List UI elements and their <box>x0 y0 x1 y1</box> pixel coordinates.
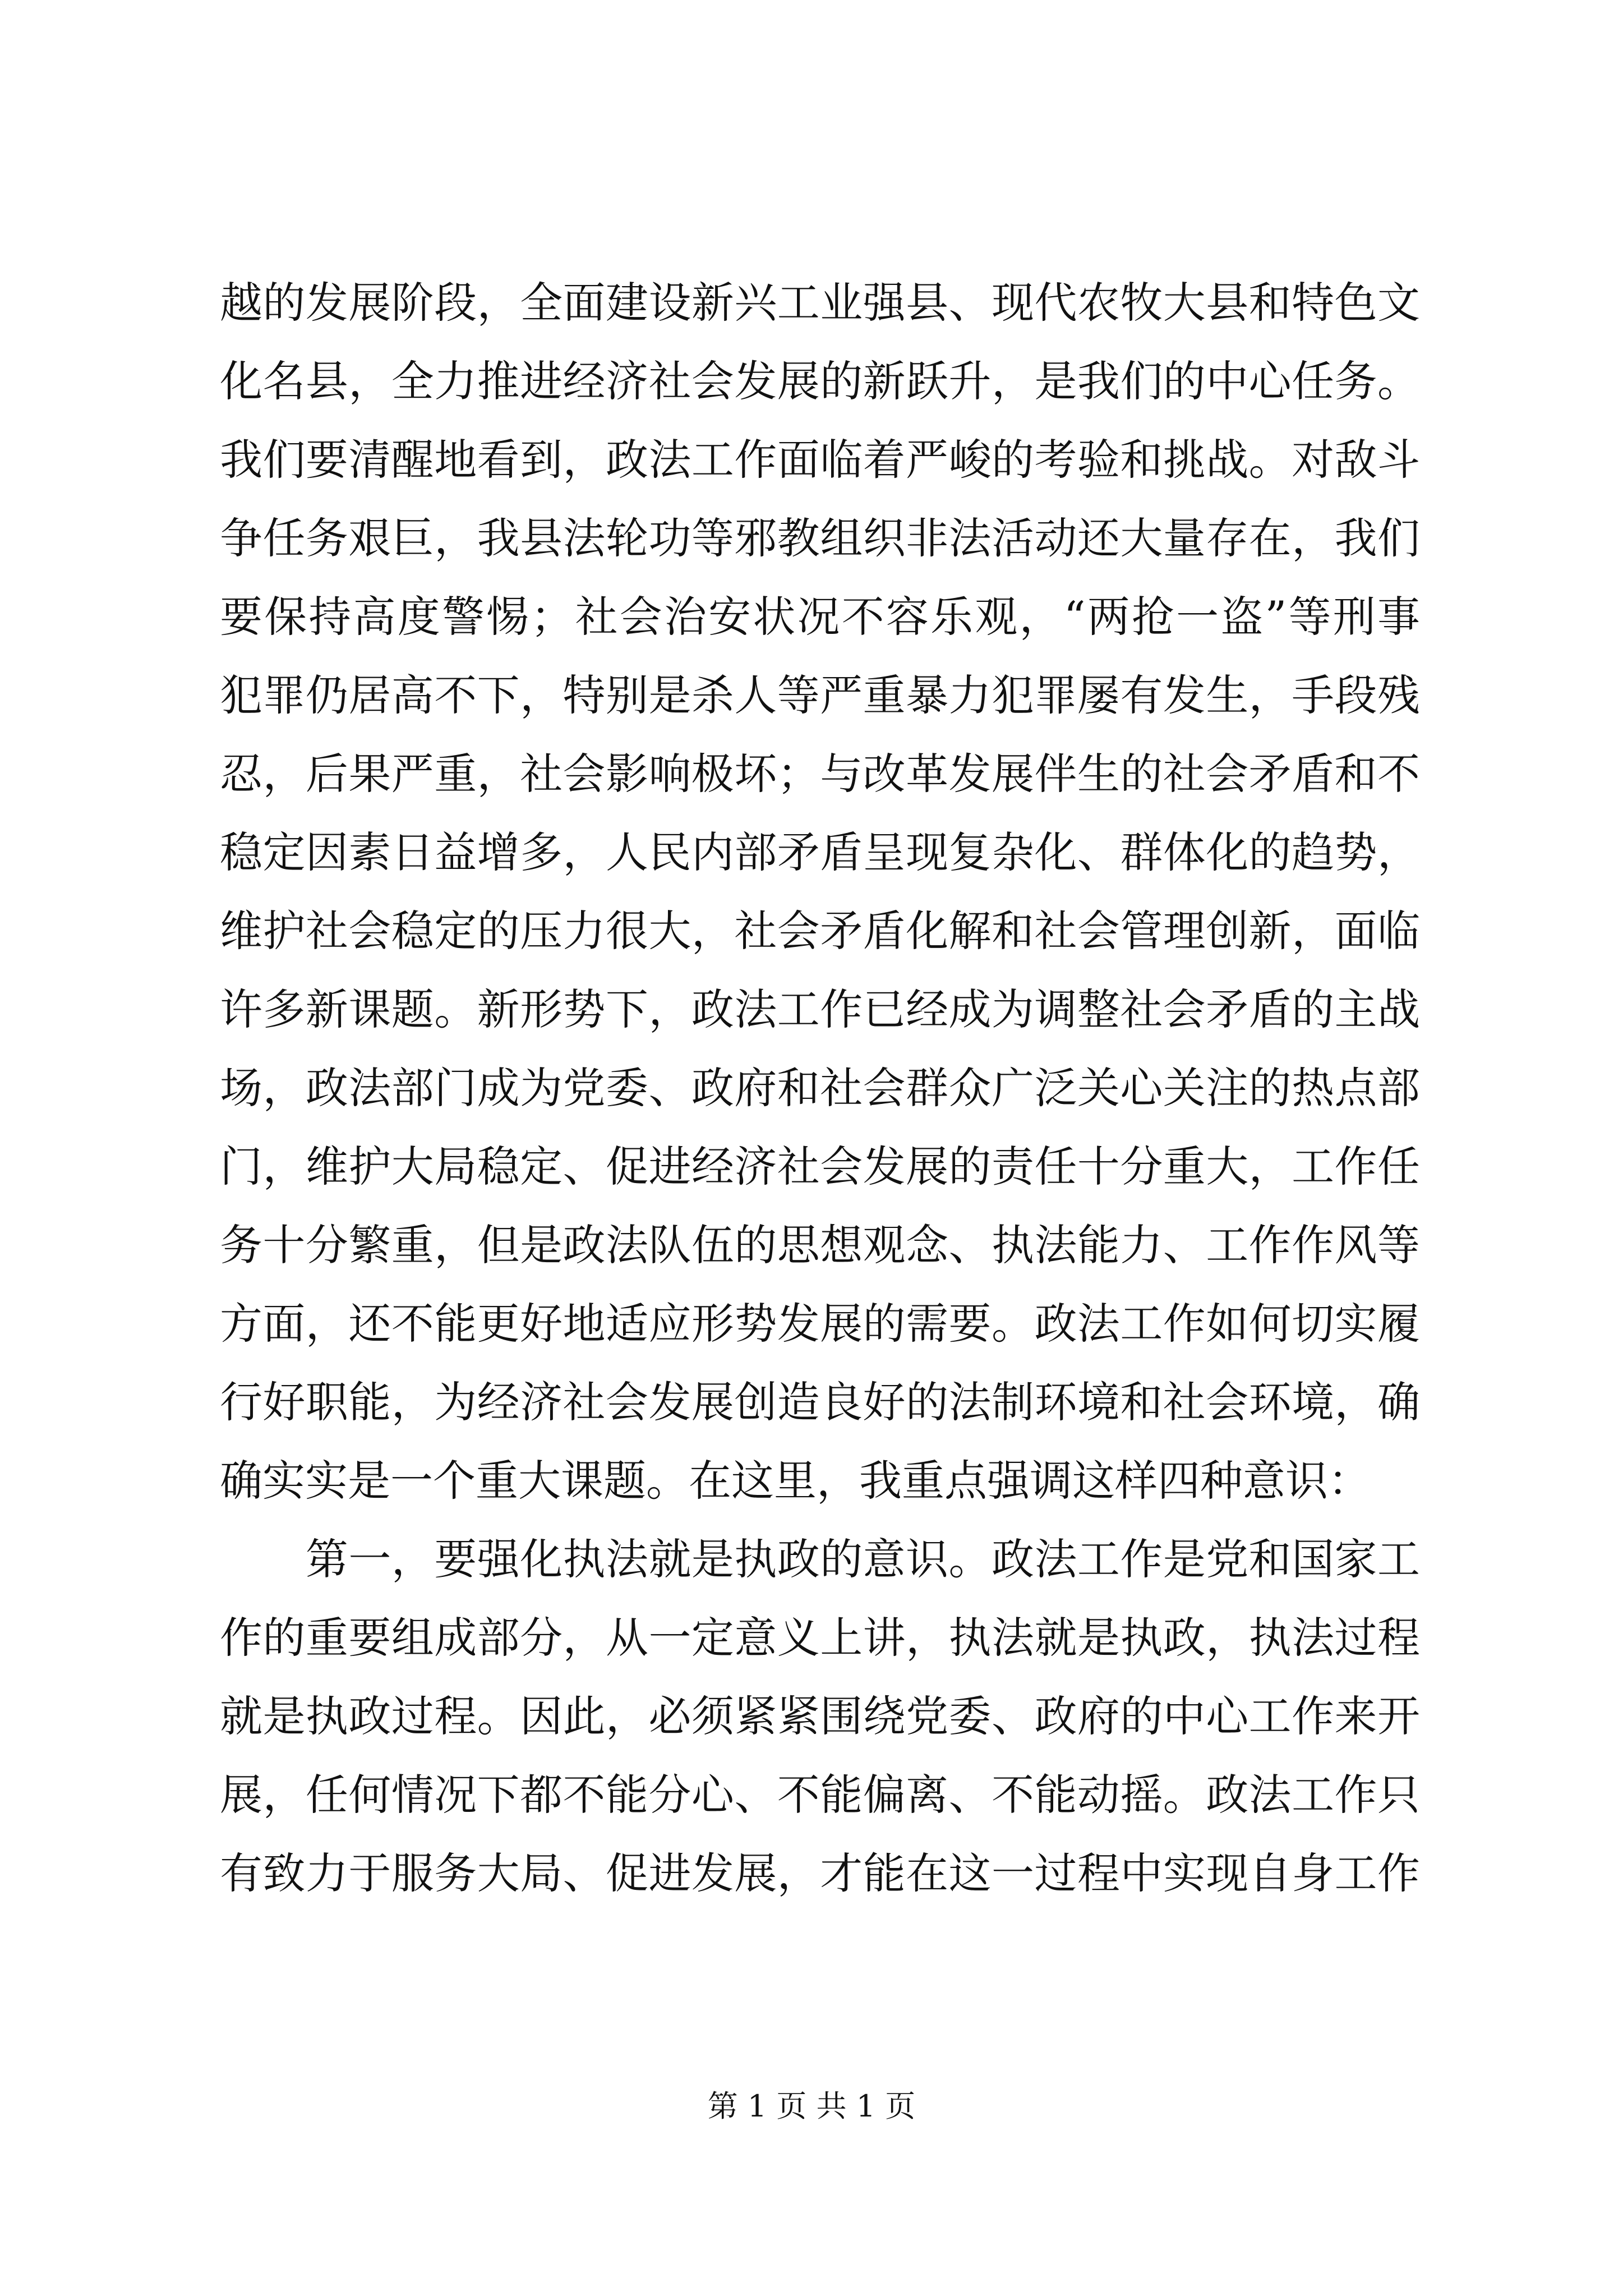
text-line: 犯罪仍居高不下，特别是杀人等严重暴力犯罪屡有发生，手段残 <box>220 670 1420 720</box>
text-line: 方面，还不能更好地适应形势发展的需要。政法工作如何切实履 <box>220 1299 1420 1349</box>
text-line: 确实实是一个重大课题。在这里，我重点强调这样四种意识： <box>220 1456 1371 1506</box>
text-line: 争任务艰巨，我县法轮功等邪教组织非法活动还大量存在，我们 <box>220 513 1420 563</box>
text-line: 务十分繁重，但是政法队伍的思想观念、执法能力、工作作风等 <box>220 1220 1420 1270</box>
text-line: 越的发展阶段，全面建设新兴工业强县、现代农牧大县和特色文 <box>220 278 1420 328</box>
text-line: 有致力于服务大局、促进发展，才能在这一过程中实现自身工作 <box>220 1848 1420 1898</box>
body-text <box>220 264 1420 1913</box>
text-line: 稳定因素日益增多，人民内部矛盾呈现复杂化、群体化的趋势， <box>220 827 1420 877</box>
text-line: 第一，要强化执法就是执政的意识。政法工作是党和国家工 <box>220 1534 1420 1584</box>
text-line: 门，维护大局稳定、促进经济社会发展的责任十分重大，工作任 <box>220 1142 1420 1191</box>
text-line: 化名县，全力推进经济社会发展的新跃升，是我们的中心任务。 <box>220 356 1420 406</box>
text-line: 许多新课题。新形势下，政法工作已经成为调整社会矛盾的主战 <box>220 984 1420 1034</box>
text-line: 作的重要组成部分，从一定意义上讲，执法就是执政，执法过程 <box>220 1613 1420 1663</box>
text-line: 就是执政过程。因此，必须紧紧围绕党委、政府的中心工作来开 <box>220 1691 1420 1741</box>
text-line: 展，任何情况下都不能分心、不能偏离、不能动摇。政法工作只 <box>220 1770 1420 1820</box>
text-line: 行好职能，为经济社会发展创造良好的法制环境和社会环境，确 <box>220 1377 1420 1427</box>
page-footer: 第 1 页 共 1 页 <box>707 2088 916 2124</box>
text-line: 忍，后果严重，社会影响极坏；与改革发展伴生的社会矛盾和不 <box>220 749 1420 799</box>
text-line: 场，政法部门成为党委、政府和社会群众广泛关心关注的热点部 <box>220 1063 1420 1113</box>
text-line: 维护社会稳定的压力很大，社会矛盾化解和社会管理创新，面临 <box>220 906 1420 956</box>
text-line: 我们要清醒地看到，政法工作面临着严峻的考验和挑战。对敌斗 <box>220 435 1420 485</box>
text-line: 要保持高度警惕；社会治安状况不容乐观，“两抢一盗”等刑事 <box>220 592 1420 642</box>
